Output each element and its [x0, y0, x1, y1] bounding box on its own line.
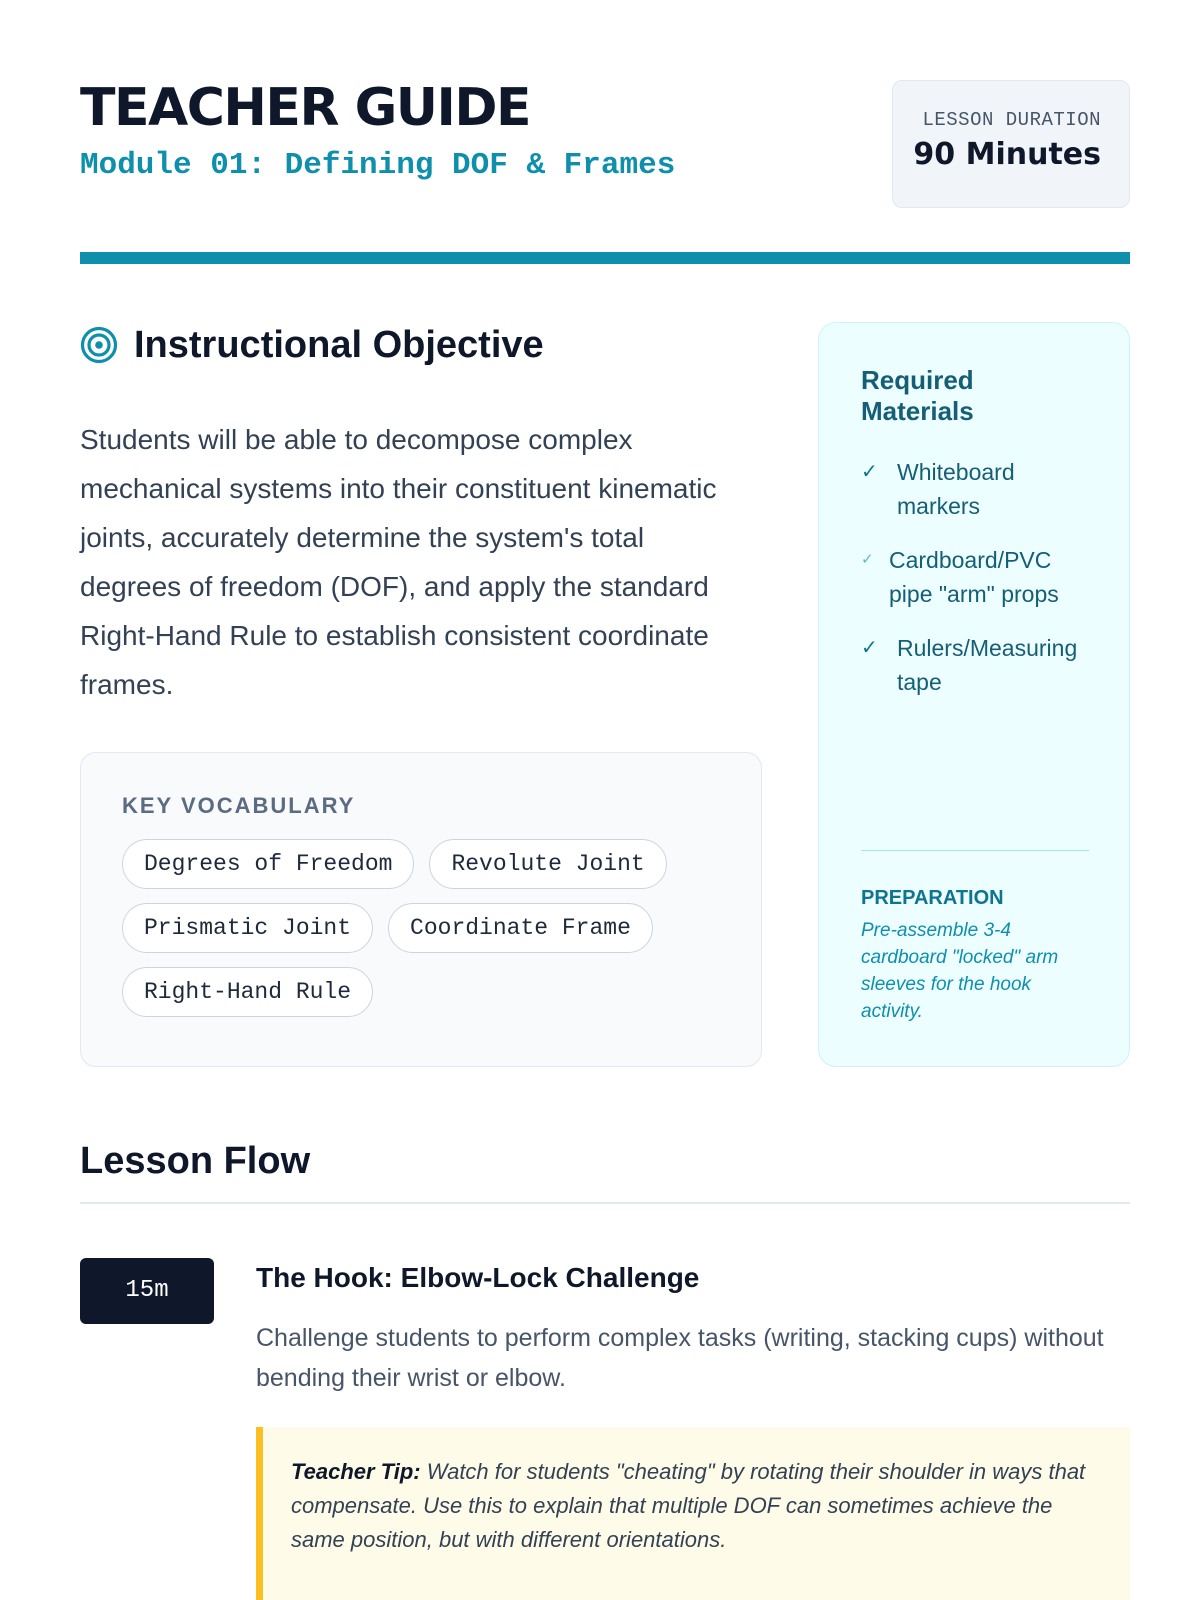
list-item — [861, 543, 1089, 611]
target-icon — [80, 326, 118, 364]
vocab-chip-prismatic-joint: Prismatic Joint — [122, 903, 373, 953]
step-time-badge: 15m — [80, 1258, 214, 1324]
duration-value: 90 Minutes — [913, 137, 1101, 172]
materials-title: Required Materials — [861, 365, 974, 426]
teacher-tip-label: Teacher Tip: — [291, 1459, 421, 1484]
required-materials-card — [818, 322, 1130, 1067]
vocabulary-chips — [122, 839, 682, 1017]
page-title: TEACHER GUIDE — [80, 78, 531, 138]
lesson-duration-card — [892, 80, 1130, 208]
key-vocabulary-card — [80, 752, 762, 1067]
preparation-label: PREPARATION — [861, 887, 1004, 909]
step-description: Challenge students to perform complex tasks (writing, stacking cups) without bending their wrist or elbow. — [256, 1324, 1104, 1392]
vocab-chip-coordinate-frame: Coordinate Frame — [388, 903, 653, 953]
objective-title: Instructional Objective — [134, 324, 544, 366]
header-divider — [80, 252, 1130, 264]
check-icon: ✓ — [861, 637, 878, 659]
vocab-chip-degrees-of-freedom: Degrees of Freedom — [122, 839, 414, 889]
materials-divider — [861, 850, 1089, 851]
lesson-flow-title: Lesson Flow — [80, 1140, 311, 1182]
material-label: Whiteboard markers — [897, 459, 1015, 519]
teacher-tip-text: Watch for students "cheating" by rotating their shoulder in ways that compensate. Use this to explain that multiple DOF can sometimes achieve the same position, but with different orientations. — [291, 1459, 1086, 1552]
vocab-chip-right-hand-rule: Right-Hand Rule — [122, 967, 373, 1017]
vocabulary-title: KEY VOCABULARY — [122, 793, 356, 818]
teacher-tip-callout — [256, 1427, 1130, 1600]
lesson-flow-divider — [80, 1202, 1130, 1204]
material-label: Rulers/Measuring tape — [897, 635, 1078, 695]
material-label: Cardboard/PVC pipe "arm" props — [889, 547, 1059, 607]
objective-text: Students will be able to decompose complex mechanical systems into their constituent kinematic joints, accurately determine the system's total degrees of freedom (DOF), and apply the standard Right-Hand Rule to establish consistent coordinate frames. — [80, 424, 717, 700]
list-item — [861, 455, 1089, 523]
vocab-chip-revolute-joint: Revolute Joint — [429, 839, 666, 889]
module-subtitle: Module 01: Defining DOF & Frames — [80, 148, 676, 183]
preparation-text: Pre-assemble 3-4 cardboard "locked" arm sleeves for the hook activity. — [861, 920, 1059, 1022]
materials-list — [861, 455, 1089, 699]
check-icon: ✓ — [861, 551, 874, 568]
teacher-guide-page — [80, 0, 1130, 1600]
check-icon: ✓ — [861, 461, 878, 483]
list-item — [861, 631, 1089, 699]
header — [80, 80, 1130, 210]
duration-label: LESSON DURATION — [922, 109, 1101, 131]
step-title: The Hook: Elbow-Lock Challenge — [256, 1262, 700, 1293]
